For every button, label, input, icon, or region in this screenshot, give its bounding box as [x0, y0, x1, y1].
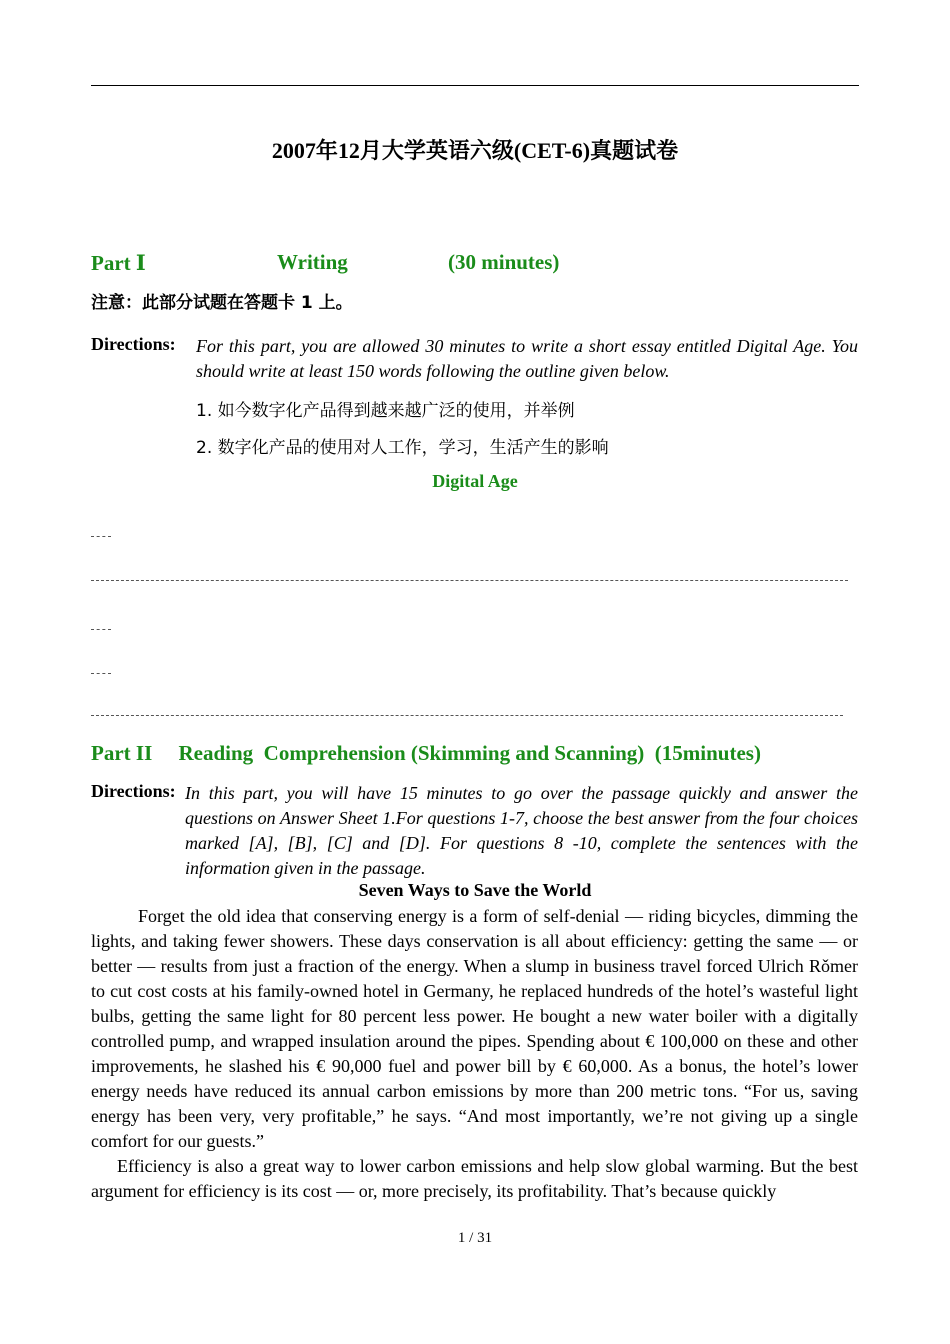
- answer-line-short: [91, 673, 111, 674]
- answer-line-short: [91, 536, 111, 537]
- essay-title: Digital Age: [432, 471, 518, 491]
- outline-item-1: 1. 如今数字化产品得到越来越广泛的使用，并举例: [196, 401, 575, 421]
- page-number: 1 / 31: [457, 1230, 493, 1246]
- part1-time: (30 minutes): [448, 250, 560, 274]
- answer-line-short: [91, 629, 111, 630]
- passage-paragraph-2: Efficiency is also a great way to lower carbon emissions and help slow global warming. But the best argument for efficiency is its cost — or, more precisely, its profitability. That’s because quickly: [91, 1156, 858, 1201]
- part1-name: Writing: [277, 250, 348, 274]
- part1-directions-text: For this part, you are allowed 30 minutes to write a short essay entitled Digital Age. You should write at least 150 words following the outline given below.: [196, 336, 858, 381]
- answer-line-long: [91, 580, 848, 581]
- passage-body: [91, 904, 858, 1204]
- header-rule: [91, 85, 859, 86]
- part1-directions-label: Directions:: [91, 334, 176, 354]
- outline-item-2: 2. 数字化产品的使用对人工作，学习，生活产生的影响: [196, 438, 609, 458]
- part2-heading: Part II Reading Comprehension (Skimming and Scanning) (15minutes): [91, 741, 761, 765]
- part2-directions-text: In this part, you will have 15 minutes to go over the passage quickly and answer the questions on Answer Sheet 1.For questions 1-7, choose the best answer from the four choices marked [A], [B], [C] and [D]. For questions 8 -10, complete the sentences with the information given in the passage.: [185, 783, 858, 878]
- part1-note: 注意：此部分试题在答题卡 1 上。: [91, 293, 353, 313]
- part1-label: Part Ⅰ: [91, 251, 146, 275]
- part2-directions-label: Directions:: [91, 781, 176, 801]
- passage-paragraph-1: Forget the old idea that conserving energy is a form of self-denial — riding bicycles, dimming the lights, and taking fewer showers. These days conservation is all about efficiency: getting the same — or better — results from just a fraction of the energy. When a slump in business travel forced Ulrich Rǒmer to cut cost costs at his family-owned hotel in Germany, he replaced hundreds of the hotel’s wasteful light bulbs, getting the same light for 80 percent less power. He bought a new water boiler with a digitally controlled pump, and wrapped insulation around the pipes. Spending about € 100,000 on these and other improvements, he slashed his € 90,000 fuel and power bill by € 60,000. As a bonus, the hotel’s lower energy needs have reduced its annual carbon emissions by more than 200 metric tons. “For us, saving energy has been very, very profitable,” he says. “And most importantly, we’re not giving up a single comfort for our guests.”: [91, 906, 858, 1151]
- exam-title: 2007年12月大学英语六级(CET-6)真题试卷: [271, 138, 679, 163]
- passage-title: Seven Ways to Save the World: [358, 880, 592, 900]
- answer-line-long: [91, 715, 843, 716]
